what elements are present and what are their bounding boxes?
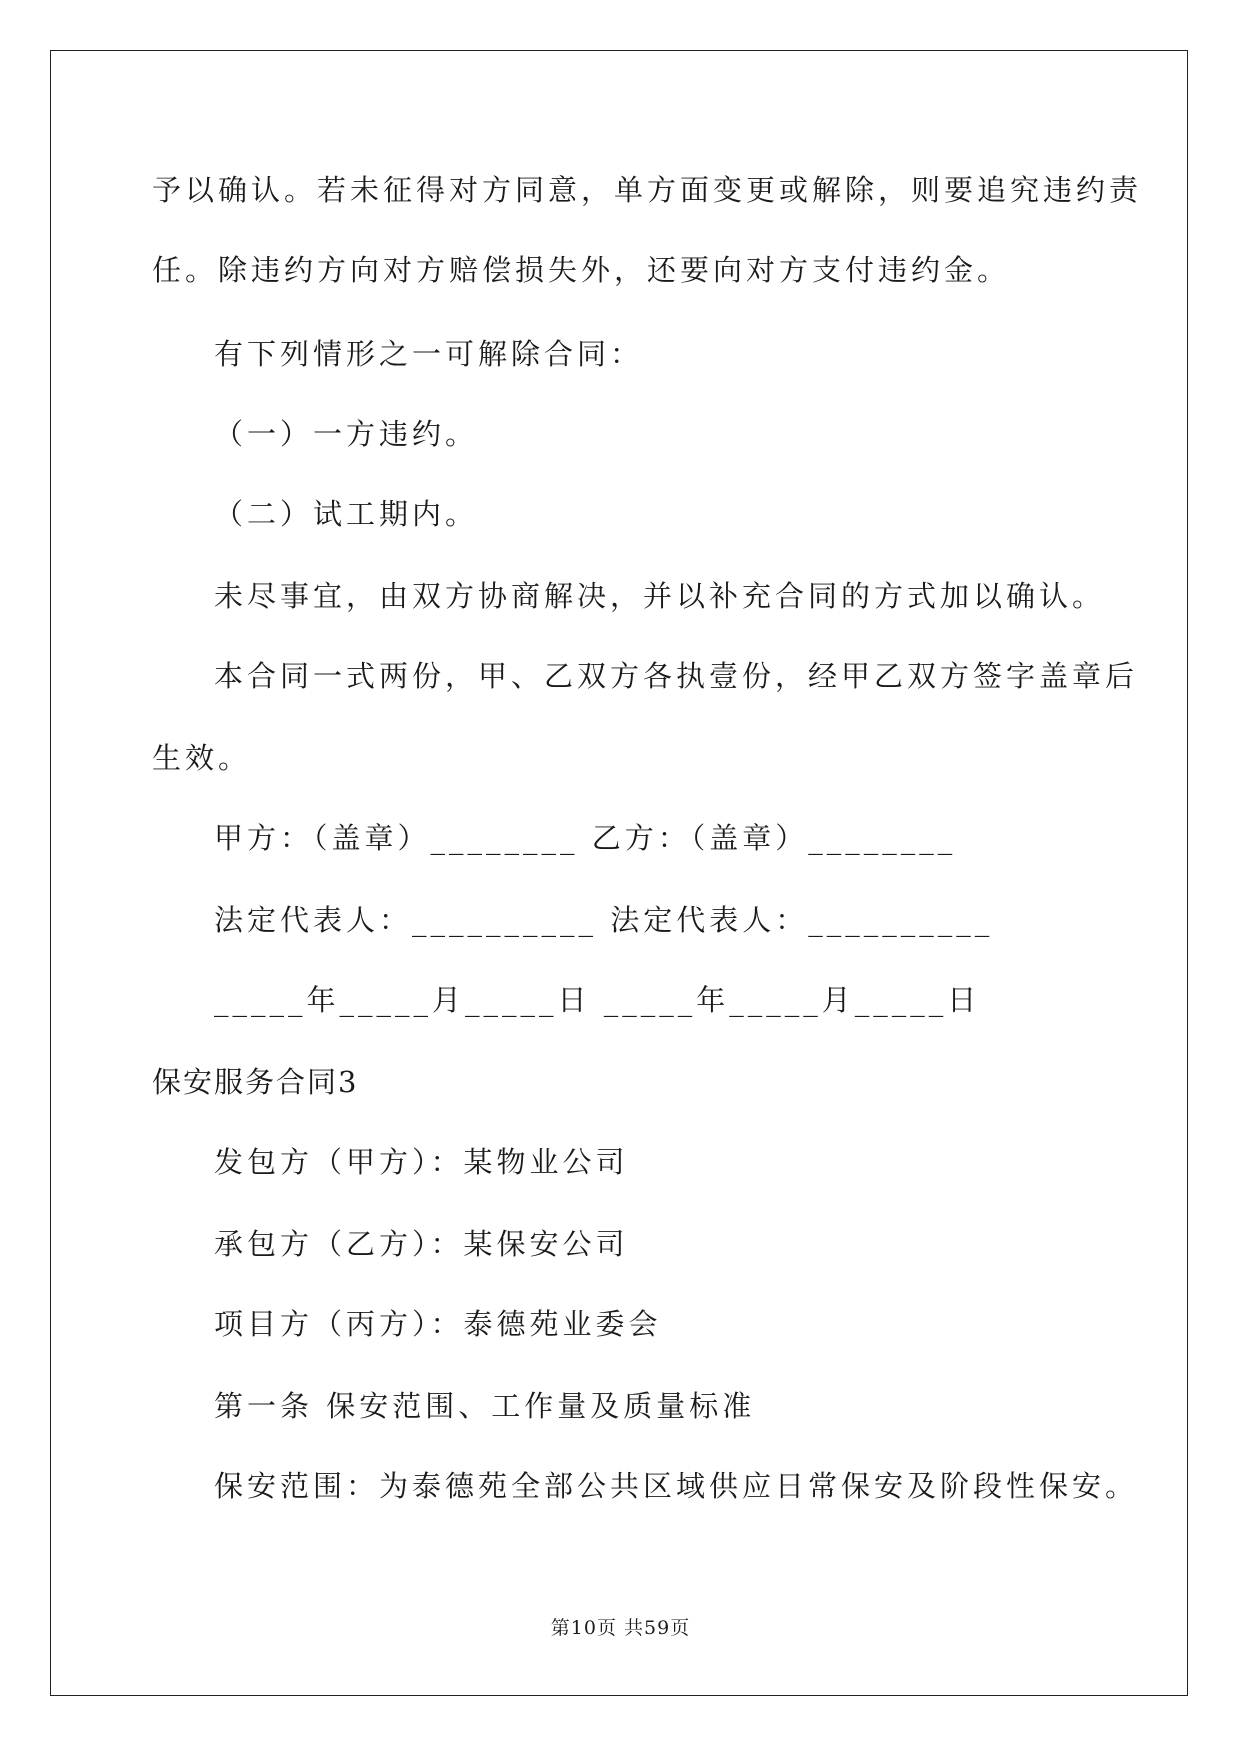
paragraph-line: 本合同一式两份，甲、乙双方各执壹份，经甲乙双方签字盖章后 [214, 659, 1139, 693]
list-item: （二）试工期内。 [214, 497, 479, 531]
paragraph-line: 予以确认。若未征得对方同意，单方面变更或解除，则要追究违约责 [152, 173, 1143, 207]
signature-line-date: _____年_____月_____日 _____年_____月_____日 [214, 983, 981, 1017]
party-line: 发包方（甲方）：某物业公司 [214, 1145, 629, 1179]
paragraph-line: 有下列情形之一可解除合同： [214, 337, 644, 371]
section-title: 保安服务合同3 [152, 1065, 359, 1099]
page-number: 第10页 共59页 [550, 1617, 691, 1639]
signature-line-seal: 甲方：（盖章）________ 乙方：（盖章）________ [214, 821, 957, 855]
paragraph-line: 保安范围：为泰德苑全部公共区域供应日常保安及阶段性保安。 [214, 1469, 1139, 1503]
party-line: 承包方（乙方）：某保安公司 [214, 1227, 629, 1261]
list-item: （一）一方违约。 [214, 417, 479, 451]
page-border [50, 50, 1188, 1696]
paragraph-line: 未尽事宜，由双方协商解决，并以补充合同的方式加以确认。 [214, 579, 1106, 613]
paragraph-line: 任。除违约方向对方赔偿损失外，还要向对方支付违约金。 [152, 253, 1011, 287]
paragraph-line: 生效。 [152, 741, 252, 775]
party-line: 项目方（丙方）：泰德苑业委会 [214, 1307, 662, 1341]
article-heading: 第一条 保安范围、工作量及质量标准 [214, 1389, 756, 1423]
signature-line-representative: 法定代表人：__________ 法定代表人：__________ [214, 903, 994, 937]
